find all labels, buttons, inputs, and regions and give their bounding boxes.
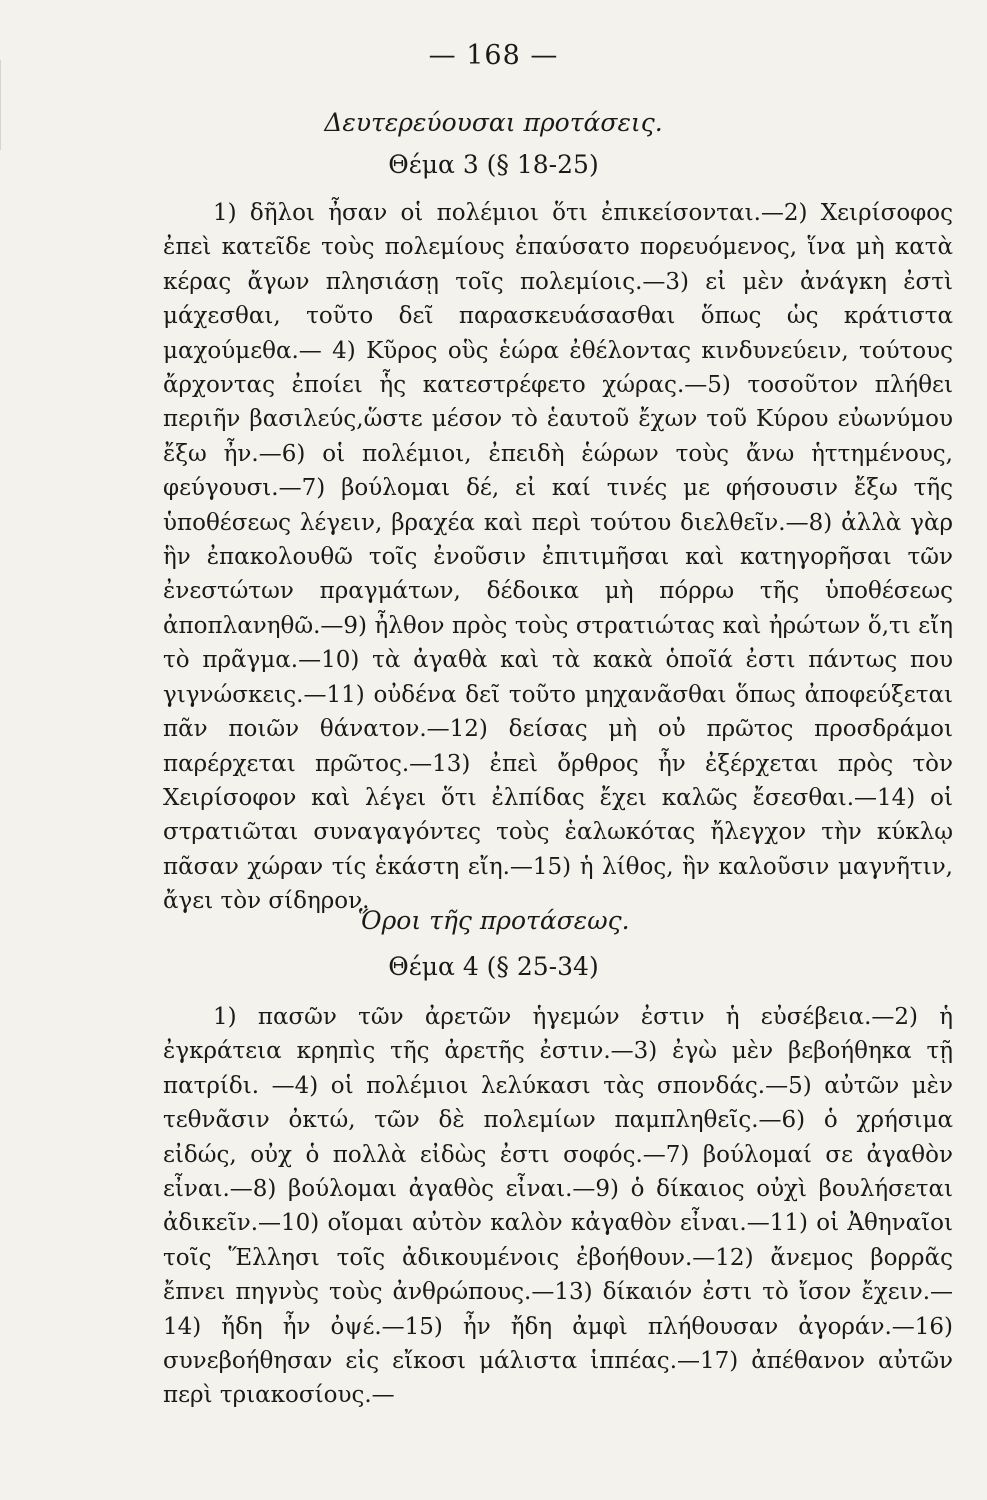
page-number: — 168 —	[428, 40, 559, 71]
section-heading-terms-of-clause: Ὅροι τῆς προτάσεως.	[357, 906, 630, 935]
theme-3-exercises: 1) δῆλοι ἦσαν οἱ πολέμιοι ὅτι ἐπικείσονται.—2) Χειρίσοφος ἐπεὶ κατεῖδε τοὺς πολεμίους ἐπαύσατο πορευόμενος, ἵνα μὴ κατὰ κέρας ἄγων πλησιάσῃ τοῖς πολεμίοις.—3) εἰ μὲν ἀνάγκη ἐστὶ μάχεσθαι, τοῦτο δεῖ παρασκευάσασθαι ὅπως ὡς κράτιστα μαχούμεθα.— 4) Κῦρος οὓς ἑώρα ἐθέλοντας κινδυνεύειν, τούτους ἄρχοντας ἐποίει ἧς κατεστρέφετο χώρας.—5) τοσοῦτον πλήθει περιῆν βασιλεύς,ὥστε μέσον τὸ ἑαυτοῦ ἔχων τοῦ Κύρου εὐωνύμου ἔξω ἦν.—6) οἱ πολέμιοι, ἐπειδὴ ἑώρων τοὺς ἄνω ἡττημένους, φεύγουσι.—7) βούλομαι δέ, εἰ καί τινές με φήσουσιν ἔξω τῆς ὑποθέσεως λέγειν, βραχέα καὶ περὶ τούτου διελθεῖν.—8) ἀλλὰ γὰρ ἣν ἐπακολουθῶ τοῖς ἐνοῦσιν ἐπιτιμῆσαι καὶ κατηγορῆσαι τῶν ἐνεστώτων πραγμάτων, δέδοικα μὴ πόρρω τῆς ὑποθέσεως ἀποπλανηθῶ.—9) ἦλθον πρὸς τοὺς στρατιώτας καὶ ἠρώτων ὅ,τι εἴη τὸ πρᾶγμα.—10) τὰ ἀγαθὰ καὶ τὰ κακὰ ὁποῖά ἐστι πάντως που γιγνώσκεις.—11) οὐδένα δεῖ τοῦτο μηχανᾶσθαι ὅπως ἀποφεύξεται πᾶν ποιῶν θάνατον.—12) δείσας μὴ οὐ πρῶτος προσδράμοι παρέρχεται πρῶτος.—13) ἐπεὶ ὄρθρος ἦν ἐξέρχεται πρὸς τὸν Χειρίσοφον καὶ λέγει ὅτι ἐλπίδας ἔχει καλῶς ἔσεσθαι.—14) οἱ στρατιῶται συναγαγόντες τοὺς ἑαλωκότας ἤλεγχον τὴν κύκλῳ πᾶσαν χώραν τίς ἑκάστη εἴη.—15) ἡ λίθος, ἣν καλοῦσιν μαγνῆτιν, ἄγει τὸν σίδηρον.	[163, 200, 953, 915]
theme-3-title: Θέμα 3 (§ 18-25)	[388, 150, 599, 179]
section-heading-subordinate-clauses: Δευτερεύουσαι προτάσεις.	[324, 108, 663, 137]
theme-4-title: Θέμα 4 (§ 25-34)	[388, 952, 599, 981]
theme-4-exercises: 1) πασῶν τῶν ἀρετῶν ἡγεμών ἐστιν ἡ εὐσέβεια.—2) ἡ ἐγκράτεια κρηπὶς τῆς ἀρετῆς ἐστιν.—3) ἐγὼ μὲν βεβοήθηκα τῇ πατρίδι. —4) οἱ πολέμιοι λελύκασι τὰς σπονδάς.—5) αὐτῶν μὲν τεθνᾶσιν ὀκτώ, τῶν δὲ πολεμίων παμπληθεῖς.—6) ὁ χρήσιμα εἰδώς, οὐχ ὁ πολλὰ εἰδὼς ἐστι σοφός.—7) βούλομαί σε ἀγαθὸν εἶναι.—8) βούλομαι ἀγαθὸς εἶναι.—9) ὁ δίκαιος οὐχὶ βουλήσεται ἀδικεῖν.—10) οἴομαι αὐτὸν καλὸν κἀγαθὸν εἶναι.—11) οἱ Ἀθηναῖοι τοῖς Ἕλλησι τοῖς ἀδικουμένοις ἐβοήθουν.—12) ἄνεμος βορρᾶς ἔπνει πηγνὺς τοὺς ἀνθρώπους.—13) δίκαιόν ἐστι τὸ ἴσον ἔχειν.—14) ἤδη ἦν ὀψέ.—15) ἦν ἤδη ἀμφὶ πλήθουσαν ἀγοράν.—16) συνεβοήθησαν εἰς εἴκοσι μάλιστα ἱππέας.—17) ἀπέθανον αὐτῶν περὶ τριακοσίους.—	[163, 1004, 953, 1409]
